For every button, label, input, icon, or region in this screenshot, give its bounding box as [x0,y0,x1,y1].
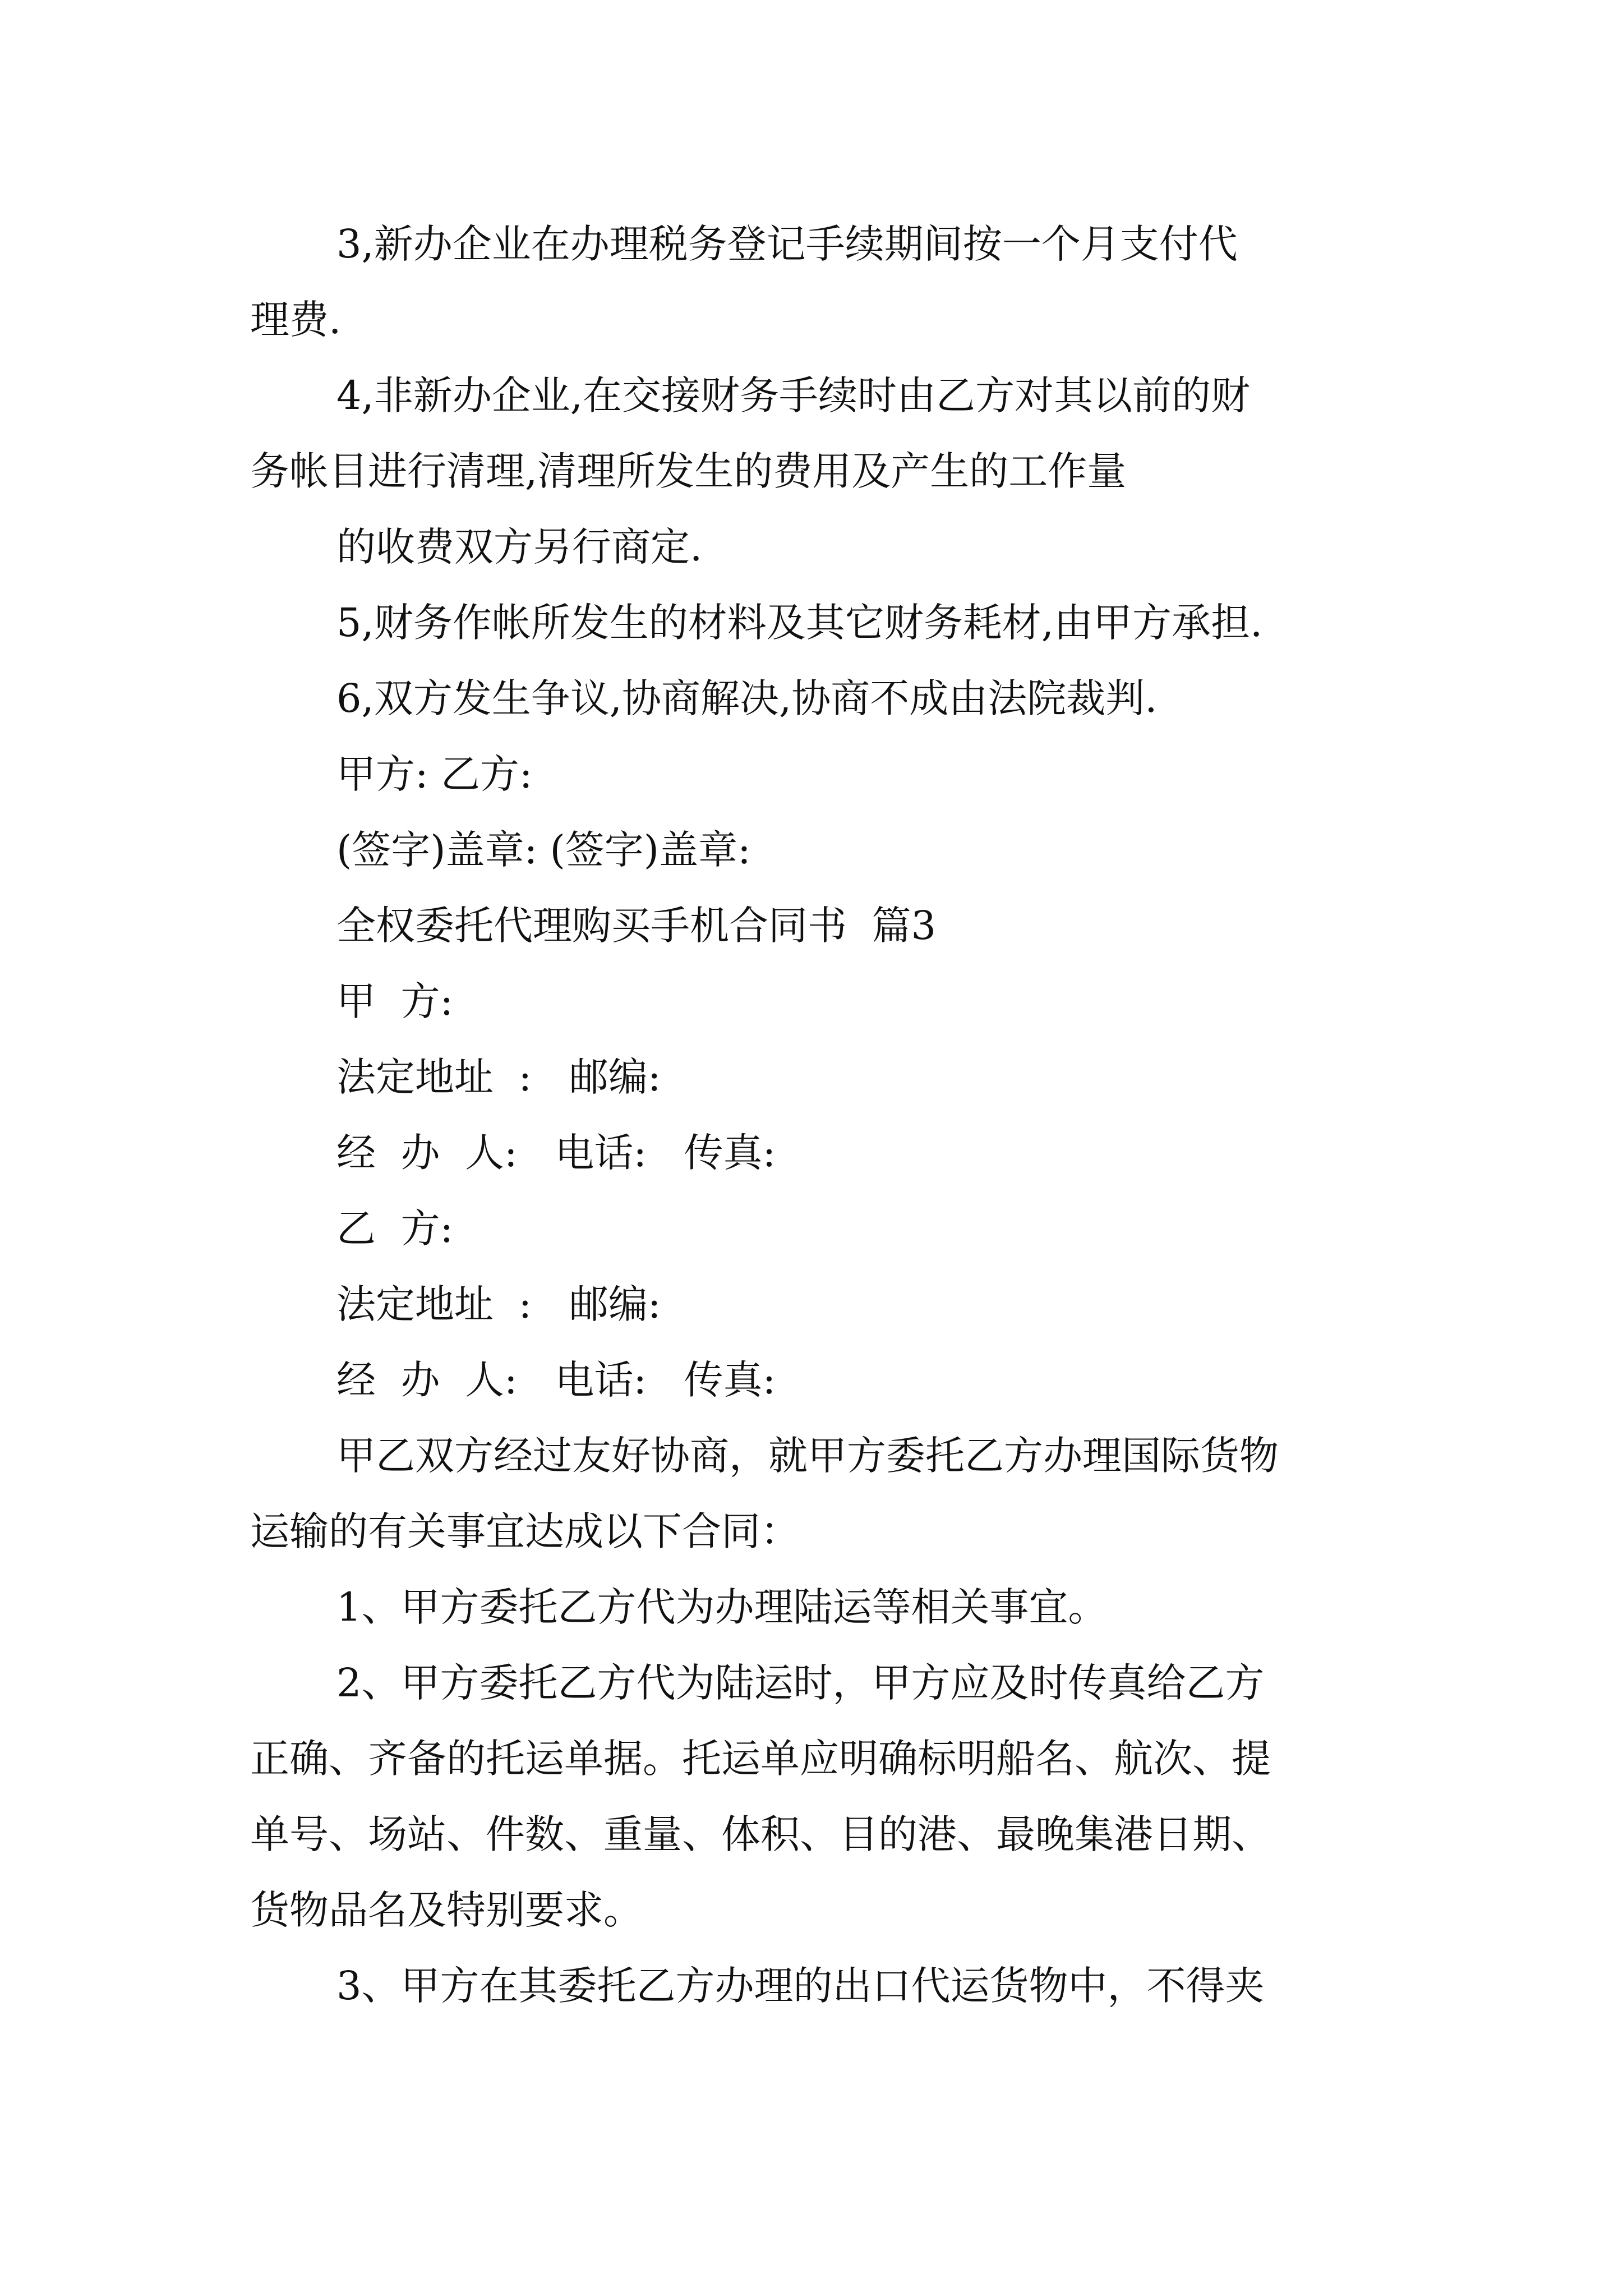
party-b-contact: 经 办 人: 电话: 传真: [336,1357,776,1403]
clause-line: 正确、齐备的托运单据。托运单应明确标明船名、航次、提 [250,1736,1271,1782]
section-heading: 全权委托代理购买手机合同书 篇3 [336,903,937,949]
party-b-address: 法定地址 : 邮编: [336,1281,661,1327]
clause-line: 2、甲方委托乙方代为陆运时，甲方应及时传真给乙方 [336,1660,1265,1706]
clause-line: 货物品名及特别要求。 [250,1887,643,1933]
clause-line: 1、甲方委托乙方代为办理陆运等相关事宜。 [336,1584,1108,1630]
paragraph-line: 务帐目进行清理,清理所发生的费用及产生的工作量 [250,448,1127,494]
party-b-label: 乙 方: [336,1205,454,1251]
paragraph-line: 理费. [250,297,342,343]
paragraph-line: 3,新办企业在办理税务登记手续期间按一个月支付代 [336,221,1238,267]
party-a-contact: 经 办 人: 电话: 传真: [336,1130,776,1176]
paragraph-line: 甲乙双方经过友好协商，就甲方委托乙方办理国际货物 [336,1433,1279,1479]
signature-seal-line: (签字)盖章: (签字)盖章: [336,827,751,873]
paragraph-line: 4,非新办企业,在交接财务手续时由乙方对其以前的财 [336,372,1251,418]
paragraph-line: 运输的有关事宜达成以下合同： [250,1508,800,1554]
clause-line: 3、甲方在其委托乙方办理的出口代运货物中，不得夹 [336,1963,1265,2009]
party-a-address: 法定地址 : 邮编: [336,1054,661,1100]
paragraph-line: 6,双方发生争议,协商解决,协商不成由法院裁判. [336,675,1158,721]
paragraph-line: 5,财务作帐所发生的材料及其它财务耗材,由甲方承担. [336,600,1263,646]
paragraph-line: 的收费双方另行商定. [336,524,703,570]
party-a-label: 甲 方: [336,978,454,1024]
signature-parties-line: 甲方: 乙方: [336,751,533,797]
clause-line: 单号、场站、件数、重量、体积、目的港、最晚集港日期、 [250,1811,1271,1857]
